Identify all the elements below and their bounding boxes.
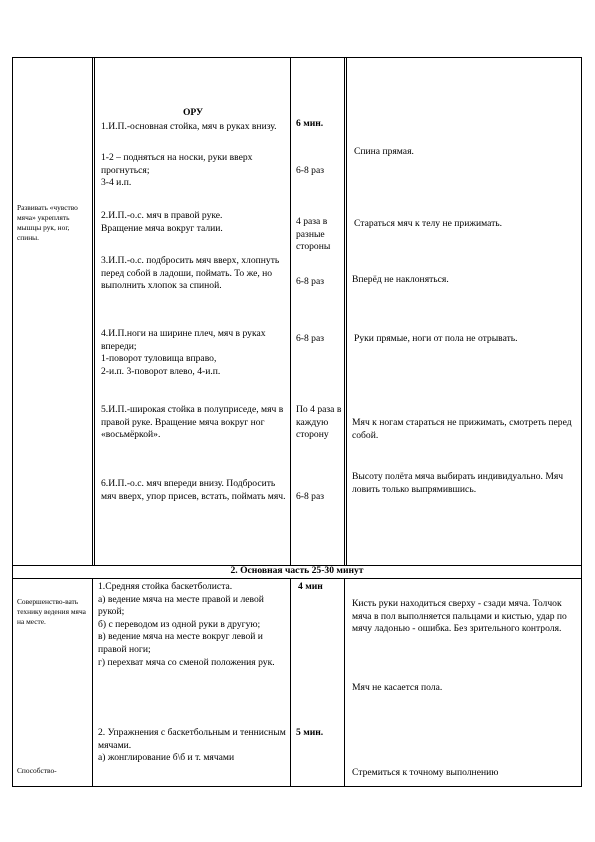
- table-left-border: [12, 57, 13, 787]
- main-note-1: Кисть руки находиться сверху - сзади мяча. Толчок мяча в пол выполняется пальцами и кистью, удар по мячу ладонью - ошибка. Без зрительного контроля.: [352, 598, 567, 635]
- column-divider-1b: [94, 57, 95, 566]
- table-top-border: [12, 57, 582, 58]
- exercise-1: 1.И.П.-основная стойка, мяч в руках внизу.: [101, 121, 277, 132]
- main-exercise-1: 1.Средняя стойка баскетболиста. а) ведение мяча на месте правой и левой рукой; б) с переводом из одной руки в другую; в) ведение мяча на месте вокруг левой и правой ноги; г) перехват мяча со сменой положения рук.: [98, 581, 275, 668]
- section-heading-oru: ОРУ: [182, 107, 204, 118]
- goal-text-main-2: Способство-: [17, 766, 57, 775]
- dosage-4: 6-8 раз: [296, 333, 325, 344]
- goal-text: Развивать «чувство мяча» укреплять мышцы рук, ног, спины.: [17, 203, 78, 242]
- dosage-5: По 4 раза в каждую сторону: [296, 404, 342, 441]
- main-dosage-1: 4 мин: [298, 581, 323, 592]
- column-divider-1: [92, 57, 93, 566]
- note-2: Стараться мяч к телу не прижимать.: [354, 218, 503, 229]
- note-4: Руки прямые, ноги от пола не отрывать.: [354, 333, 518, 344]
- main-note-3: Стремиться к точному выполнению: [352, 767, 499, 778]
- note-6: Высоту полёта мяча выбирать индивидуально. Мяч ловить только выпрямившись.: [352, 471, 564, 495]
- dosage-1: 6-8 раз: [296, 165, 325, 176]
- exercise-6: 6.И.П.-о.с. мяч впереди внизу. Подбросить мяч вверх, упор присев, встать, поймать мяч.: [101, 478, 286, 502]
- main-note-2: Мяч не касается пола.: [352, 682, 443, 693]
- column-divider-2-lower: [290, 578, 291, 786]
- dosage-6: 6-8 раз: [296, 491, 325, 502]
- main-dosage-2: 5 мин.: [296, 727, 324, 738]
- column-divider-3-lower: [344, 578, 345, 786]
- main-exercise-2: 2. Упражнения с баскетбольным и теннисным мячами. а) жонглирование б\б и т. мячами: [98, 727, 286, 764]
- column-divider-3: [344, 57, 345, 566]
- exercise-3: 3.И.П.-о.с. подбросить мяч вверх, хлопнуть перед собой в ладоши, поймать. То же, но выполнить хлопок за спиной.: [101, 255, 280, 292]
- exercise-2: 2.И.П.-о.с. мяч в правой руке. Вращение мяча вокруг талии.: [101, 210, 223, 234]
- note-3: Вперёд не наклоняться.: [352, 274, 449, 285]
- note-1: Спина прямая.: [354, 146, 414, 157]
- section-title-main-part: 2. Основная часть 25-30 минут: [230, 565, 364, 576]
- section-divider-bottom: [12, 578, 582, 579]
- column-divider-3b: [346, 57, 347, 566]
- column-divider-2: [290, 57, 291, 566]
- column-divider-1-lower: [92, 578, 93, 786]
- table-right-border: [581, 57, 582, 787]
- exercise-5: 5.И.П.-широкая стойка в полуприседе, мяч в правой руке. Вращение мяча вокруг ног «восьмёркой».: [101, 404, 284, 441]
- table-bottom-border: [12, 786, 582, 787]
- dosage-3: 6-8 раз: [296, 276, 325, 287]
- goal-text-main: Совершенство-вать технику ведения мяча на месте.: [17, 597, 86, 626]
- exercise-4: 4.И.П.ноги на ширине плеч, мяч в руках впереди; 1-поворот туловища вправо, 2-и.п. 3-поворот влево, 4-и.п.: [101, 328, 266, 377]
- note-5: Мяч к ногам стараться не прижимать, смотреть перед собой.: [352, 417, 572, 441]
- dosage-2: 4 раза в разные стороны: [296, 216, 331, 253]
- exercise-1-steps: 1-2 – подняться на носки, руки вверх прогнуться; 3-4 и.п.: [101, 152, 253, 189]
- dosage-duration: 6 мин.: [296, 118, 324, 129]
